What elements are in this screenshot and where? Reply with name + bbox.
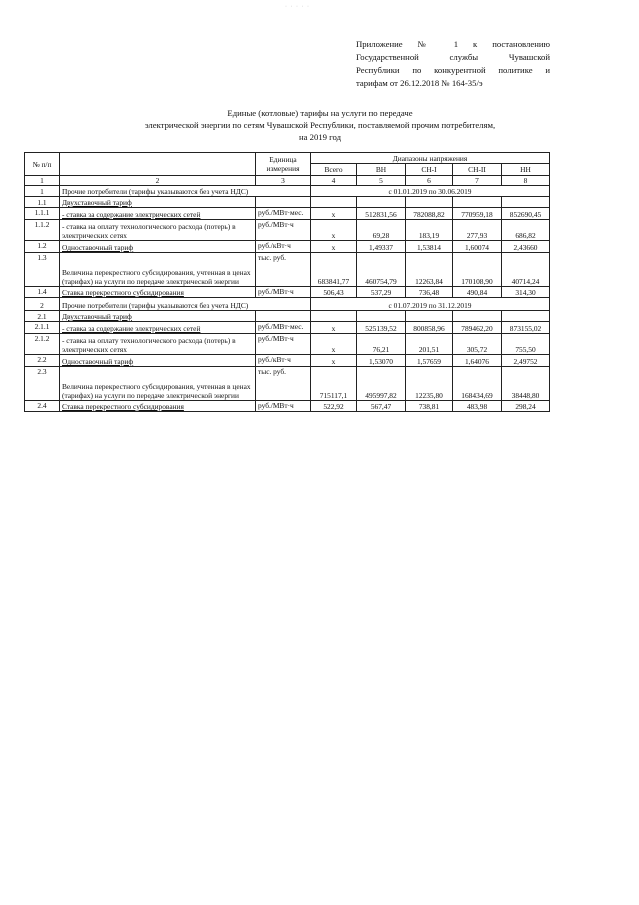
table-row bbox=[25, 208, 550, 220]
section-header-row bbox=[25, 298, 550, 311]
row-unit: руб./МВт·ч bbox=[256, 220, 311, 241]
title-line: электрической энергии по сетям Чувашской Республики, поставляемой прочим потребителям, bbox=[144, 120, 496, 130]
row-number: 2.1.1 bbox=[25, 322, 60, 334]
value-sn2: 789462,20 bbox=[453, 322, 502, 334]
table-row bbox=[25, 322, 550, 334]
header-num: № п/п bbox=[25, 153, 60, 176]
empty-cell bbox=[311, 311, 357, 322]
value-total: 522,92 bbox=[311, 401, 357, 412]
section-number: 1 bbox=[25, 186, 60, 197]
row-name: Величина перекрестного субсидирования, учтенная в ценах (тарифах) на услуги по передаче электрической энергии bbox=[60, 367, 256, 401]
value-sn2: 170108,90 bbox=[453, 253, 502, 287]
header-nn: НН bbox=[502, 164, 550, 176]
row-unit: руб./МВт·ч bbox=[256, 334, 311, 355]
value-vn: 1,49337 bbox=[357, 241, 406, 253]
value-sn1: 738,81 bbox=[406, 401, 453, 412]
empty-cell bbox=[256, 197, 311, 208]
row-name: - ставка за содержание электрических сетей bbox=[60, 322, 256, 334]
col-number: 6 bbox=[406, 176, 453, 186]
row-unit: тыс. руб. bbox=[256, 367, 311, 401]
col-number: 3 bbox=[256, 176, 311, 186]
value-nn: 40714,24 bbox=[502, 253, 550, 287]
value-sn2: 483,98 bbox=[453, 401, 502, 412]
section-number: 2 bbox=[25, 298, 60, 311]
row-name: Ставка перекрестного субсидирования bbox=[60, 287, 256, 298]
column-numbers-row bbox=[25, 176, 550, 186]
row-name: Двухставочный тариф bbox=[60, 311, 256, 322]
document-title bbox=[60, 107, 580, 143]
row-number: 1.3 bbox=[25, 253, 60, 287]
value-total: x bbox=[311, 208, 357, 220]
value-total: 506,43 bbox=[311, 287, 357, 298]
empty-cell bbox=[311, 197, 357, 208]
row-number: 1.2 bbox=[25, 241, 60, 253]
value-total: x bbox=[311, 220, 357, 241]
appendix-line: Республики по конкурентной политике и bbox=[356, 65, 550, 75]
value-sn2: 490,84 bbox=[453, 287, 502, 298]
value-vn: 1,53070 bbox=[357, 355, 406, 367]
value-sn2: 305,72 bbox=[453, 334, 502, 355]
row-unit: тыс. руб. bbox=[256, 253, 311, 287]
section-name: Прочие потребители (тарифы указываются без учета НДС) bbox=[60, 186, 311, 197]
row-name: - ставка на оплату технологического расхода (потерь) в электрических сетях bbox=[60, 334, 256, 355]
empty-cell bbox=[406, 197, 453, 208]
two-rate-row bbox=[25, 311, 550, 322]
table-row bbox=[25, 367, 550, 401]
section-header-row bbox=[25, 186, 550, 197]
col-number: 4 bbox=[311, 176, 357, 186]
header-ranges: Диапазоны напряжения bbox=[311, 153, 550, 164]
empty-cell bbox=[453, 197, 502, 208]
col-number: 2 bbox=[60, 176, 256, 186]
row-unit: руб./МВт·ч bbox=[256, 401, 311, 412]
section-period: с 01.01.2019 по 30.06.2019 bbox=[311, 186, 550, 197]
row-name: - ставка за содержание электрических сетей bbox=[60, 208, 256, 220]
empty-cell bbox=[406, 311, 453, 322]
value-nn: 2,49752 bbox=[502, 355, 550, 367]
title-line: на 2019 год bbox=[298, 132, 342, 142]
value-sn1: 12263,84 bbox=[406, 253, 453, 287]
empty-cell bbox=[357, 197, 406, 208]
row-number: 1.1.1 bbox=[25, 208, 60, 220]
value-vn: 495997,82 bbox=[357, 367, 406, 401]
value-vn: 537,29 bbox=[357, 287, 406, 298]
value-sn1: 1,57659 bbox=[406, 355, 453, 367]
col-number: 1 bbox=[25, 176, 60, 186]
value-vn: 69,28 bbox=[357, 220, 406, 241]
table-row bbox=[25, 401, 550, 412]
empty-cell bbox=[502, 197, 550, 208]
value-total: x bbox=[311, 241, 357, 253]
header-unit: Единица измерения bbox=[256, 153, 311, 176]
row-name: Величина перекрестного субсидирования, учтенная в ценах (тарифах) на услуги по передаче электрической энергии bbox=[60, 253, 256, 287]
col-number: 8 bbox=[502, 176, 550, 186]
value-sn1: 800858,96 bbox=[406, 322, 453, 334]
row-name: Двухставочный тариф bbox=[60, 197, 256, 208]
header-sn2: СН-II bbox=[453, 164, 502, 176]
value-vn: 567,47 bbox=[357, 401, 406, 412]
value-sn2: 770959,18 bbox=[453, 208, 502, 220]
value-total: 715117,1 bbox=[311, 367, 357, 401]
row-number: 2.3 bbox=[25, 367, 60, 401]
empty-cell bbox=[256, 311, 311, 322]
row-name: - ставка на оплату технологического расхода (потерь) в электрических сетях bbox=[60, 220, 256, 241]
scan-artifact: · · · · · bbox=[285, 4, 310, 10]
row-number: 2.1 bbox=[25, 311, 60, 322]
empty-cell bbox=[453, 311, 502, 322]
row-number: 1.1 bbox=[25, 197, 60, 208]
header-row bbox=[25, 153, 550, 164]
value-nn: 686,82 bbox=[502, 220, 550, 241]
section-name: Прочие потребители (тарифы указываются без учета НДС) bbox=[60, 298, 311, 311]
value-sn1: 1,53814 bbox=[406, 241, 453, 253]
row-unit: руб./кВт·ч bbox=[256, 355, 311, 367]
row-unit: руб./кВт·ч bbox=[256, 241, 311, 253]
row-unit: руб./МВт·ч bbox=[256, 287, 311, 298]
col-number: 7 bbox=[453, 176, 502, 186]
row-unit: руб./МВт·мес. bbox=[256, 322, 311, 334]
value-sn1: 782088,82 bbox=[406, 208, 453, 220]
empty-cell bbox=[502, 311, 550, 322]
row-number: 2.4 bbox=[25, 401, 60, 412]
value-nn: 2,43660 bbox=[502, 241, 550, 253]
value-nn: 38448,80 bbox=[502, 367, 550, 401]
table-row bbox=[25, 220, 550, 241]
title-line: Единые (котловые) тарифы на услуги по передаче bbox=[227, 108, 413, 118]
value-total: x bbox=[311, 322, 357, 334]
row-number: 2.1.2 bbox=[25, 334, 60, 355]
two-rate-row bbox=[25, 197, 550, 208]
row-name: Одноставочный тариф bbox=[60, 355, 256, 367]
tariff-table bbox=[24, 152, 550, 412]
value-nn: 755,50 bbox=[502, 334, 550, 355]
value-vn: 512831,56 bbox=[357, 208, 406, 220]
value-sn1: 736,48 bbox=[406, 287, 453, 298]
value-nn: 873155,02 bbox=[502, 322, 550, 334]
header-total: Всего bbox=[311, 164, 357, 176]
row-number: 2.2 bbox=[25, 355, 60, 367]
row-unit: руб./МВт·мес. bbox=[256, 208, 311, 220]
row-number: 1.4 bbox=[25, 287, 60, 298]
appendix-line: тарифам от 26.12.2018 № 164-35/э bbox=[356, 78, 483, 88]
value-vn: 525139,52 bbox=[357, 322, 406, 334]
value-total: 683841,77 bbox=[311, 253, 357, 287]
value-sn2: 1,60074 bbox=[453, 241, 502, 253]
table-row bbox=[25, 241, 550, 253]
value-total: x bbox=[311, 334, 357, 355]
value-sn1: 201,51 bbox=[406, 334, 453, 355]
value-sn1: 12235,80 bbox=[406, 367, 453, 401]
value-sn2: 277,93 bbox=[453, 220, 502, 241]
appendix-line: Государственной службы Чувашской bbox=[356, 52, 550, 62]
table-row bbox=[25, 355, 550, 367]
value-total: x bbox=[311, 355, 357, 367]
header-vn: ВН bbox=[357, 164, 406, 176]
value-sn2: 168434,69 bbox=[453, 367, 502, 401]
header-name bbox=[60, 153, 256, 176]
appendix-line: Приложение № 1 к постановлению bbox=[356, 39, 550, 49]
table-row bbox=[25, 287, 550, 298]
value-nn: 314,30 bbox=[502, 287, 550, 298]
value-sn2: 1,64076 bbox=[453, 355, 502, 367]
value-nn: 852690,45 bbox=[502, 208, 550, 220]
row-name: Одноставочный тариф bbox=[60, 241, 256, 253]
value-nn: 298,24 bbox=[502, 401, 550, 412]
row-name: Ставка перекрестного субсидирования bbox=[60, 401, 256, 412]
section-period: с 01.07.2019 по 31.12.2019 bbox=[311, 298, 550, 311]
col-number: 5 bbox=[357, 176, 406, 186]
header-sn1: СН-I bbox=[406, 164, 453, 176]
row-number: 1.1.2 bbox=[25, 220, 60, 241]
table-row bbox=[25, 334, 550, 355]
table-row bbox=[25, 253, 550, 287]
value-vn: 76,21 bbox=[357, 334, 406, 355]
appendix-reference bbox=[356, 38, 550, 90]
empty-cell bbox=[357, 311, 406, 322]
value-vn: 460754,79 bbox=[357, 253, 406, 287]
value-sn1: 183,19 bbox=[406, 220, 453, 241]
